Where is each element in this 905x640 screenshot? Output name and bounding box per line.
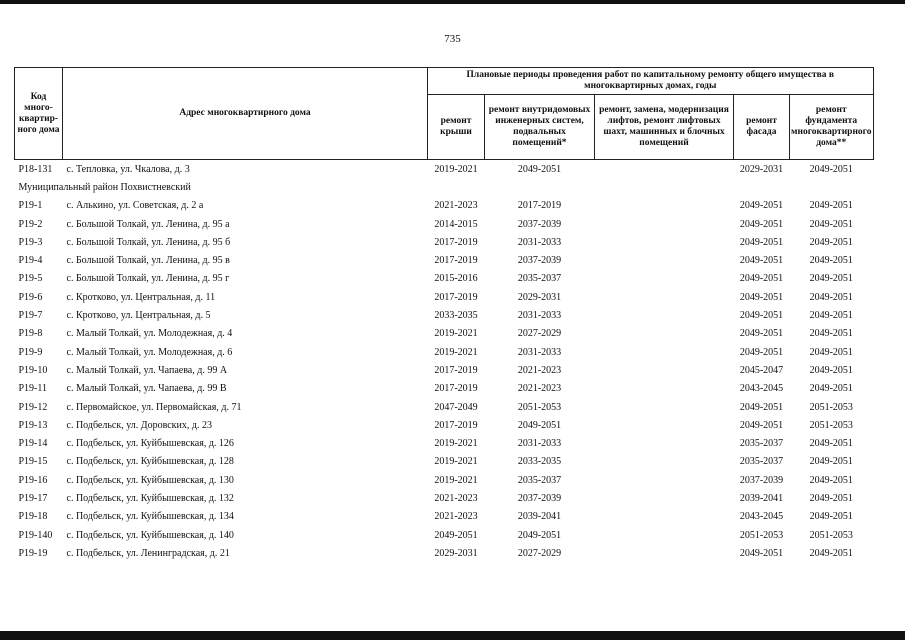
top-border bbox=[0, 0, 905, 4]
cell-foundation: 2049-2051 bbox=[809, 511, 853, 523]
cell-facade: 2049-2051 bbox=[739, 255, 784, 267]
cell-code: Р19-12 bbox=[18, 401, 48, 413]
cell-facade: 2035-2037 bbox=[739, 456, 784, 468]
cell-roof: 2049-2051 bbox=[434, 529, 478, 541]
cell-roof: 2017-2019 bbox=[434, 236, 478, 248]
cell-engineering: 2049-2051 bbox=[517, 529, 562, 541]
cell-address: с. Подбельск, ул. Куйбышевская, д. 130 bbox=[66, 474, 234, 486]
cell-engineering: 2027-2029 bbox=[517, 328, 562, 340]
cell-roof: 2015-2016 bbox=[434, 273, 478, 285]
cell-elevators bbox=[595, 160, 734, 179]
cell-engineering: 2031-2033 bbox=[517, 438, 562, 450]
cell-engineering: 2035-2037 bbox=[517, 273, 562, 285]
table-row bbox=[15, 288, 874, 306]
cell-roof: 2017-2019 bbox=[434, 255, 478, 267]
cell-engineering: 2049-2051 bbox=[517, 163, 562, 175]
cell-foundation: 2049-2051 bbox=[809, 346, 853, 358]
cell-foundation: 2051-2053 bbox=[809, 529, 853, 541]
cell-facade: 2035-2037 bbox=[739, 438, 784, 450]
cell-code: Р19-3 bbox=[18, 236, 43, 248]
cell-address: с. Малый Толкай, ул. Молодежная, д. 6 bbox=[66, 346, 233, 358]
cell-elevators bbox=[595, 197, 734, 215]
cell-elevators bbox=[595, 434, 734, 452]
table-row bbox=[15, 325, 874, 343]
cell-address: с. Малый Толкай, ул. Чапаева, д. 99 А bbox=[66, 364, 228, 376]
cell-foundation: 2049-2051 bbox=[809, 492, 853, 504]
table-row bbox=[15, 215, 874, 233]
cell-foundation: 2049-2051 bbox=[809, 255, 853, 267]
cell-roof: 2021-2023 bbox=[434, 200, 478, 212]
cell-roof: 2019-2021 bbox=[434, 163, 478, 175]
cell-code: Р19-11 bbox=[18, 383, 48, 395]
table-row bbox=[15, 380, 874, 398]
cell-facade: 2043-2045 bbox=[739, 383, 784, 395]
cell-foundation: 2049-2051 bbox=[809, 236, 853, 248]
cell-code: Р19-19 bbox=[18, 547, 48, 559]
table-row bbox=[15, 361, 874, 379]
cell-engineering: 2029-2031 bbox=[517, 291, 562, 303]
district-name: Муниципальный район Похвистневский bbox=[18, 181, 191, 193]
cell-engineering: 2051-2053 bbox=[517, 401, 562, 413]
table-row bbox=[15, 160, 874, 179]
cell-engineering: 2049-2051 bbox=[517, 419, 562, 431]
cell-code: Р19-13 bbox=[18, 419, 48, 431]
header-planned-periods: Плановые периоды проведения работ по капитальному ремонту общего имущества в многоквартирных домах, годы bbox=[428, 68, 874, 95]
cell-elevators bbox=[595, 416, 734, 434]
cell-roof: 2019-2021 bbox=[434, 328, 478, 340]
cell-roof: 2021-2023 bbox=[434, 511, 478, 523]
cell-address: с. Большой Толкай, ул. Ленина, д. 95 б bbox=[66, 236, 231, 248]
cell-engineering: 2031-2033 bbox=[517, 346, 562, 358]
cell-code: Р19-6 bbox=[18, 291, 43, 303]
cell-foundation: 2049-2051 bbox=[809, 273, 853, 285]
cell-facade: 2051-2053 bbox=[739, 529, 784, 541]
cell-code: Р19-10 bbox=[18, 364, 48, 376]
table-row bbox=[15, 416, 874, 434]
cell-roof: 2014-2015 bbox=[434, 218, 478, 230]
table-row bbox=[15, 526, 874, 544]
cell-code: Р19-9 bbox=[18, 346, 43, 358]
cell-address: с. Подбельск, ул. Куйбышевская, д. 134 bbox=[66, 511, 234, 523]
cell-roof: 2019-2021 bbox=[434, 438, 478, 450]
cell-facade: 2049-2051 bbox=[739, 328, 784, 340]
cell-foundation: 2049-2051 bbox=[809, 310, 853, 322]
cell-roof: 2017-2019 bbox=[434, 383, 478, 395]
cell-code: Р19-17 bbox=[18, 492, 48, 504]
cell-foundation: 2049-2051 bbox=[809, 218, 853, 230]
cell-address: с. Кротково, ул. Центральная, д. 11 bbox=[66, 291, 216, 303]
cell-engineering: 2037-2039 bbox=[517, 255, 562, 267]
cell-elevators bbox=[595, 251, 734, 269]
cell-code: Р19-8 bbox=[18, 328, 43, 340]
cell-code: Р19-15 bbox=[18, 456, 48, 468]
cell-facade: 2039-2041 bbox=[739, 492, 784, 504]
cell-address: с. Подбельск, ул. Куйбышевская, д. 126 bbox=[66, 438, 234, 450]
cell-engineering: 2031-2033 bbox=[517, 310, 562, 322]
table-row bbox=[15, 453, 874, 471]
cell-foundation: 2049-2051 bbox=[809, 291, 853, 303]
cell-roof: 2019-2021 bbox=[434, 346, 478, 358]
cell-engineering: 2027-2029 bbox=[517, 547, 562, 559]
cell-code: Р19-5 bbox=[18, 273, 43, 285]
cell-engineering: 2021-2023 bbox=[517, 383, 562, 395]
table-row bbox=[15, 508, 874, 526]
cell-code: Р19-4 bbox=[18, 255, 43, 267]
cell-facade: 2049-2051 bbox=[739, 291, 784, 303]
cell-facade: 2045-2047 bbox=[739, 364, 784, 376]
cell-elevators bbox=[595, 544, 734, 562]
header-address: Адрес многоквартирного дома bbox=[63, 68, 428, 160]
cell-foundation: 2049-2051 bbox=[809, 328, 853, 340]
cell-foundation: 2049-2051 bbox=[809, 547, 853, 559]
cell-address: с. Большой Толкай, ул. Ленина, д. 95 в bbox=[66, 255, 230, 267]
cell-elevators bbox=[595, 306, 734, 324]
cell-address: с. Большой Толкай, ул. Ленина, д. 95 а bbox=[66, 218, 230, 230]
cell-roof: 2021-2023 bbox=[434, 492, 478, 504]
header-engineering: ремонт внутридомовых инженерных систем, подвальных помещений* bbox=[485, 95, 595, 160]
table-row bbox=[15, 398, 874, 416]
cell-engineering: 2033-2035 bbox=[517, 456, 562, 468]
cell-foundation: 2049-2051 bbox=[809, 364, 853, 376]
cell-roof: 2033-2035 bbox=[434, 310, 478, 322]
cell-facade: 2049-2051 bbox=[739, 218, 784, 230]
cell-code: Р19-7 bbox=[18, 310, 43, 322]
cell-address: с. Малый Толкай, ул. Чапаева, д. 99 В bbox=[66, 383, 227, 395]
capital-repair-table bbox=[14, 67, 874, 563]
table-row bbox=[15, 251, 874, 269]
cell-address: с. Малый Толкай, ул. Молодежная, д. 4 bbox=[66, 328, 233, 340]
cell-facade: 2049-2051 bbox=[739, 419, 784, 431]
table-row bbox=[15, 197, 874, 215]
cell-foundation: 2049-2051 bbox=[809, 383, 853, 395]
cell-elevators bbox=[595, 453, 734, 471]
table-row bbox=[15, 489, 874, 507]
cell-address: с. Кротково, ул. Центральная, д. 5 bbox=[66, 310, 211, 322]
cell-elevators bbox=[595, 215, 734, 233]
table-row bbox=[15, 270, 874, 288]
table-row bbox=[15, 306, 874, 324]
cell-facade: 2049-2051 bbox=[739, 273, 784, 285]
cell-elevators bbox=[595, 325, 734, 343]
cell-roof: 2029-2031 bbox=[434, 547, 478, 559]
header-roof: ремонт крыши bbox=[428, 95, 485, 160]
cell-facade: 2049-2051 bbox=[739, 547, 784, 559]
cell-code: Р19-18 bbox=[18, 511, 48, 523]
cell-elevators bbox=[595, 471, 734, 489]
cell-elevators bbox=[595, 398, 734, 416]
cell-facade: 2049-2051 bbox=[739, 346, 784, 358]
cell-code: Р18-131 bbox=[18, 163, 53, 175]
table-row bbox=[15, 434, 874, 452]
cell-foundation: 2049-2051 bbox=[809, 456, 853, 468]
cell-engineering: 2037-2039 bbox=[517, 218, 562, 230]
cell-roof: 2047-2049 bbox=[434, 401, 478, 413]
bottom-border bbox=[0, 631, 905, 640]
header-facade: ремонт фасада bbox=[734, 95, 790, 160]
cell-address: с. Подбельск, ул. Куйбышевская, д. 132 bbox=[66, 492, 234, 504]
cell-facade: 2049-2051 bbox=[739, 401, 784, 413]
cell-facade: 2049-2051 bbox=[739, 236, 784, 248]
cell-engineering: 2039-2041 bbox=[517, 511, 562, 523]
cell-foundation: 2051-2053 bbox=[809, 401, 853, 413]
cell-code: Р19-2 bbox=[18, 218, 43, 230]
cell-facade: 2029-2031 bbox=[739, 163, 784, 175]
cell-address: с. Подбельск, ул. Куйбышевская, д. 128 bbox=[66, 456, 234, 468]
cell-roof: 2019-2021 bbox=[434, 456, 478, 468]
page-number: 735 bbox=[444, 33, 461, 45]
cell-elevators bbox=[595, 361, 734, 379]
cell-address: с. Большой Толкай, ул. Ленина, д. 95 г bbox=[66, 273, 230, 285]
cell-code: Р19-16 bbox=[18, 474, 48, 486]
cell-foundation: 2051-2053 bbox=[809, 419, 853, 431]
cell-facade: 2037-2039 bbox=[739, 474, 784, 486]
cell-elevators bbox=[595, 343, 734, 361]
cell-elevators bbox=[595, 380, 734, 398]
cell-elevators bbox=[595, 526, 734, 544]
header-code: Код много-квартир-ного дома bbox=[15, 68, 63, 160]
table-header bbox=[15, 68, 874, 160]
header-foundation: ремонт фундамента многоквартирного дома** bbox=[790, 95, 874, 160]
table-body bbox=[15, 160, 874, 563]
cell-engineering: 2017-2019 bbox=[517, 200, 562, 212]
cell-facade: 2043-2045 bbox=[739, 511, 784, 523]
cell-address: с. Первомайское, ул. Первомайская, д. 71 bbox=[66, 401, 242, 413]
cell-code: Р19-140 bbox=[18, 529, 53, 541]
cell-roof: 2017-2019 bbox=[434, 364, 478, 376]
table-row bbox=[15, 544, 874, 562]
cell-engineering: 2035-2037 bbox=[517, 474, 562, 486]
cell-facade: 2049-2051 bbox=[739, 310, 784, 322]
cell-roof: 2019-2021 bbox=[434, 474, 478, 486]
cell-elevators bbox=[595, 288, 734, 306]
cell-address: с. Алькино, ул. Советская, д. 2 а bbox=[66, 200, 204, 212]
cell-elevators bbox=[595, 270, 734, 288]
table-row bbox=[15, 343, 874, 361]
cell-address: с. Тепловка, ул. Чкалова, д. 3 bbox=[66, 163, 190, 175]
cell-foundation: 2049-2051 bbox=[809, 438, 853, 450]
cell-foundation: 2049-2051 bbox=[809, 200, 853, 212]
cell-address: с. Подбельск, ул. Ленинградская, д. 21 bbox=[66, 547, 230, 559]
cell-foundation: 2049-2051 bbox=[809, 163, 853, 175]
cell-engineering: 2021-2023 bbox=[517, 364, 562, 376]
cell-code: Р19-14 bbox=[18, 438, 48, 450]
cell-engineering: 2031-2033 bbox=[517, 236, 562, 248]
cell-address: с. Подбельск, ул. Доровских, д. 23 bbox=[66, 419, 212, 431]
cell-elevators bbox=[595, 233, 734, 251]
cell-engineering: 2037-2039 bbox=[517, 492, 562, 504]
cell-elevators bbox=[595, 489, 734, 507]
table-row bbox=[15, 233, 874, 251]
cell-roof: 2017-2019 bbox=[434, 419, 478, 431]
district-row bbox=[15, 178, 874, 196]
table-row bbox=[15, 471, 874, 489]
cell-elevators bbox=[595, 508, 734, 526]
cell-facade: 2049-2051 bbox=[739, 200, 784, 212]
cell-roof: 2017-2019 bbox=[434, 291, 478, 303]
header-elevators: ремонт, замена, модернизация лифтов, ремонт лифтовых шахт, машинных и блочных помещений bbox=[595, 95, 734, 160]
cell-code: Р19-1 bbox=[18, 200, 43, 212]
cell-address: с. Подбельск, ул. Куйбышевская, д. 140 bbox=[66, 529, 234, 541]
cell-foundation: 2049-2051 bbox=[809, 474, 853, 486]
